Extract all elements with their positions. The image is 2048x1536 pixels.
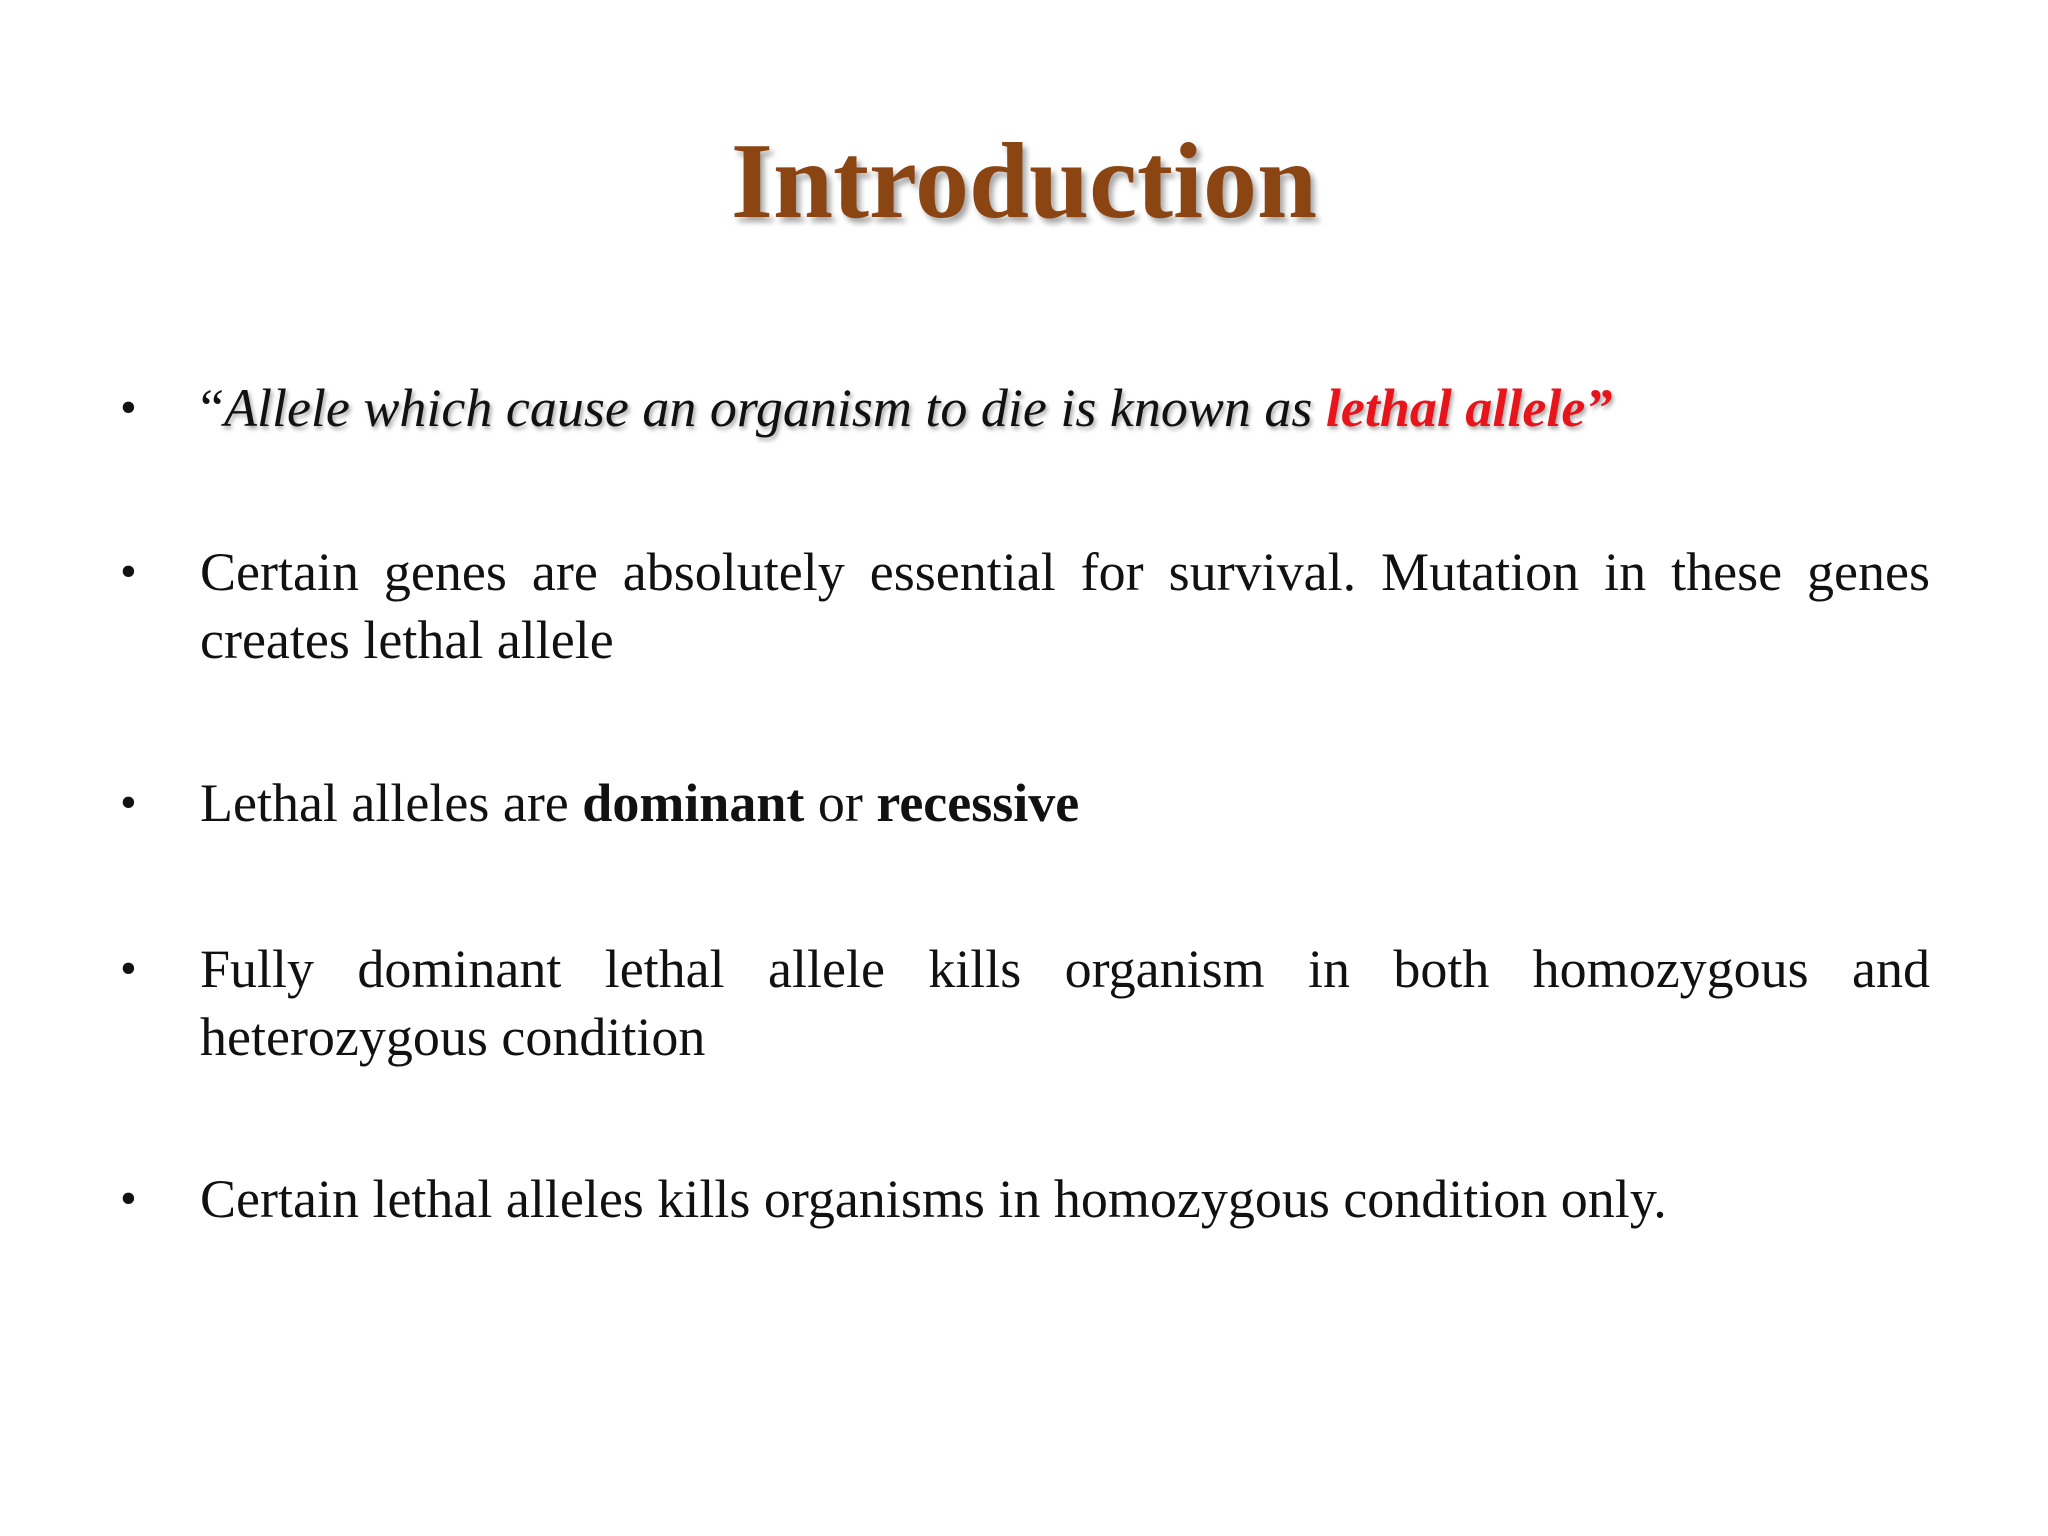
bullet-text-mid: or <box>804 773 877 833</box>
bullet-text-pre: Lethal alleles are <box>200 773 583 833</box>
bullet-text: Certain genes are absolutely essential for survival. Mutation in these genes creates lethal allele <box>200 542 1930 670</box>
bullet-text: Certain lethal alleles kills organisms in homozygous condition only. <box>200 1169 1667 1229</box>
slide-title: Introduction <box>730 122 1318 241</box>
recessive-term: recessive <box>876 773 1080 833</box>
open-quote: “ <box>200 378 224 438</box>
bullet-glyph: • <box>120 545 137 598</box>
bullet-glyph: • <box>120 776 137 829</box>
bullet-glyph: • <box>120 381 137 434</box>
lethal-allele-highlight: lethal allele” <box>1325 378 1613 438</box>
bullet-text <box>200 374 1930 442</box>
dominant-term: dominant <box>582 773 805 833</box>
bullet-glyph: • <box>120 1172 137 1225</box>
bullet-text: Fully dominant lethal allele kills organism in both homozygous and heterozygous condition <box>200 939 1930 1067</box>
bullet-text <box>200 769 1930 837</box>
definition-quote: Allele which cause an organism to die is known as <box>223 378 1326 438</box>
bullet-glyph: • <box>120 942 137 995</box>
